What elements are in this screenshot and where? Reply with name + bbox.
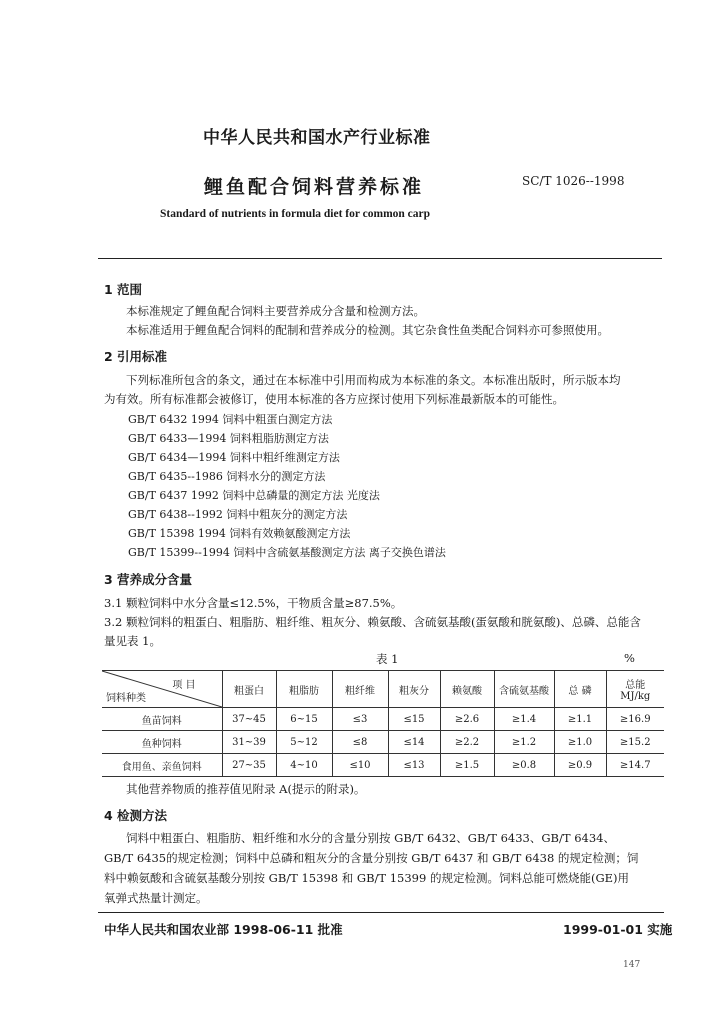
section-1-para-1: 本标准规定了鲤鱼配合饲料主要营养成分含量和检测方法。: [126, 304, 425, 318]
table-cell: ≥15.2: [606, 731, 664, 754]
table-row: [102, 731, 664, 754]
reference-item: GB/T 6438--1992 饲料中粗灰分的测定方法: [128, 508, 348, 521]
table-cell: ≥2.2: [440, 731, 494, 754]
section-3-heading: 3 营养成分含量: [104, 572, 193, 587]
section-4-line-3: 料中赖氨酸和含硫氨基酸分别按 GB/T 15398 和 GB/T 15399 的规定检测。饲料总能可燃烧能(GE)用: [104, 871, 630, 885]
corner-label-items: 项 目: [172, 680, 196, 691]
header-divider: [98, 258, 662, 259]
english-title: Standard of nutrients in formula diet for common carp: [160, 208, 431, 220]
reference-item: GB/T 6432 1994 饲料中粗蛋白测定方法: [128, 413, 333, 426]
table-cell: ≥0.9: [554, 754, 606, 777]
table-cell: ≥1.4: [494, 708, 554, 731]
table-row: [102, 708, 664, 731]
row-label: 鱼种饲料: [102, 731, 222, 754]
standard-code: SC/T 1026--1998: [522, 174, 625, 188]
column-header: 赖氨酸: [440, 671, 494, 708]
table-row: [102, 754, 664, 777]
table-header-row: [102, 671, 664, 708]
section-1-para-2: 本标准适用于鲤鱼配合饲料的配制和营养成分的检测。其它杂食性鱼类配合饲料亦可参照使用。: [126, 323, 609, 337]
table-note: 其他营养物质的推荐值见附录 A(提示的附录)。: [126, 782, 366, 796]
standard-title: 鲤鱼配合饲料营养标准: [204, 176, 425, 198]
row-label: 食用鱼、亲鱼饲料: [102, 754, 222, 777]
table-unit: %: [624, 651, 635, 665]
table-cell: ≤13: [388, 754, 440, 777]
column-header: 粗脂肪: [276, 671, 332, 708]
nutrient-table: [102, 670, 664, 777]
table-cell: ≤8: [332, 731, 388, 754]
section-2-para-line-1: 下列标准所包含的条文，通过在本标准中引用而构成为本标准的条文。本标准出版时，所示版本均: [126, 373, 621, 387]
section-4-heading: 4 检测方法: [104, 808, 168, 823]
energy-header-unit: MJ/kg: [620, 691, 651, 702]
column-header-energy: [606, 671, 664, 708]
implementation-date: 1999-01-01 实施: [563, 922, 673, 937]
footer-divider: [98, 912, 664, 913]
table-caption: 表 1: [376, 652, 399, 666]
page-number: 147: [623, 960, 641, 970]
table-cell: ≥1.0: [554, 731, 606, 754]
clause-3-1: 3.1 颗粒饲料中水分含量≤12.5%，干物质含量≥87.5%。: [104, 596, 403, 610]
table-cell: 27~35: [222, 754, 276, 777]
section-2-para-line-2: 为有效。所有标准都会被修订，使用本标准的各方应探讨使用下列标准最新版本的可能性。: [104, 392, 564, 406]
section-2-heading: 2 引用标准: [104, 349, 168, 364]
table-cell: ≤14: [388, 731, 440, 754]
issuing-org-title: 中华人民共和国水产行业标准: [203, 128, 431, 148]
table-cell: ≥14.7: [606, 754, 664, 777]
table-cell: 4~10: [276, 754, 332, 777]
reference-item: GB/T 6433—1994 饲料粗脂肪测定方法: [128, 432, 329, 445]
table-cell: 31~39: [222, 731, 276, 754]
column-header: 粗纤维: [332, 671, 388, 708]
row-label: 鱼苗饲料: [102, 708, 222, 731]
energy-header-label: 总能: [625, 680, 646, 691]
clause-3-2-line-2: 量见表 1。: [104, 634, 161, 648]
section-4-line-4: 氧弹式热量计测定。: [104, 891, 208, 905]
column-header: 粗灰分: [388, 671, 440, 708]
table-corner-cell: [102, 671, 222, 708]
reference-item: GB/T 15398 1994 饲料有效赖氨酸测定方法: [128, 527, 351, 540]
table-cell: ≥0.8: [494, 754, 554, 777]
column-header: 粗蛋白: [222, 671, 276, 708]
column-header: 含硫氨基酸: [494, 671, 554, 708]
column-header: 总 磷: [554, 671, 606, 708]
table-cell: 6~15: [276, 708, 332, 731]
table-cell: ≥2.6: [440, 708, 494, 731]
reference-item: GB/T 6437 1992 饲料中总磷量的测定方法 光度法: [128, 489, 380, 502]
reference-item: GB/T 15399--1994 饲料中含硫氨基酸测定方法 离子交换色谱法: [128, 546, 446, 559]
corner-label-feed-type: 饲料种类: [106, 693, 146, 704]
table-cell: 37~45: [222, 708, 276, 731]
section-4-line-1: 饲料中粗蛋白、粗脂肪、粗纤维和水分的含量分别按 GB/T 6432、GB/T 6433、GB/T 6434、: [126, 831, 615, 845]
table-cell: ≤3: [332, 708, 388, 731]
section-1-heading: 1 范围: [104, 282, 143, 297]
table-cell: ≥16.9: [606, 708, 664, 731]
section-4-line-2: GB/T 6435的规定检测；饲料中总磷和粗灰分的含量分别按 GB/T 6437 和 GB/T 6438 的规定检测；饲: [104, 851, 639, 865]
reference-item: GB/T 6435--1986 饲料水分的测定方法: [128, 470, 326, 483]
table-cell: ≥1.1: [554, 708, 606, 731]
reference-item: GB/T 6434—1994 饲料中粗纤维测定方法: [128, 451, 340, 464]
table-cell: ≤15: [388, 708, 440, 731]
table-cell: ≥1.2: [494, 731, 554, 754]
table-cell: 5~12: [276, 731, 332, 754]
table-cell: ≥1.5: [440, 754, 494, 777]
clause-3-2-line-1: 3.2 颗粒饲料的粗蛋白、粗脂肪、粗纤维、粗灰分、赖氨酸、含硫氨基酸(蛋氨酸和胱氨酸)、总磷、总能含: [104, 615, 641, 629]
table-cell: ≤10: [332, 754, 388, 777]
approval-date: 中华人民共和国农业部 1998-06-11 批准: [104, 922, 343, 937]
